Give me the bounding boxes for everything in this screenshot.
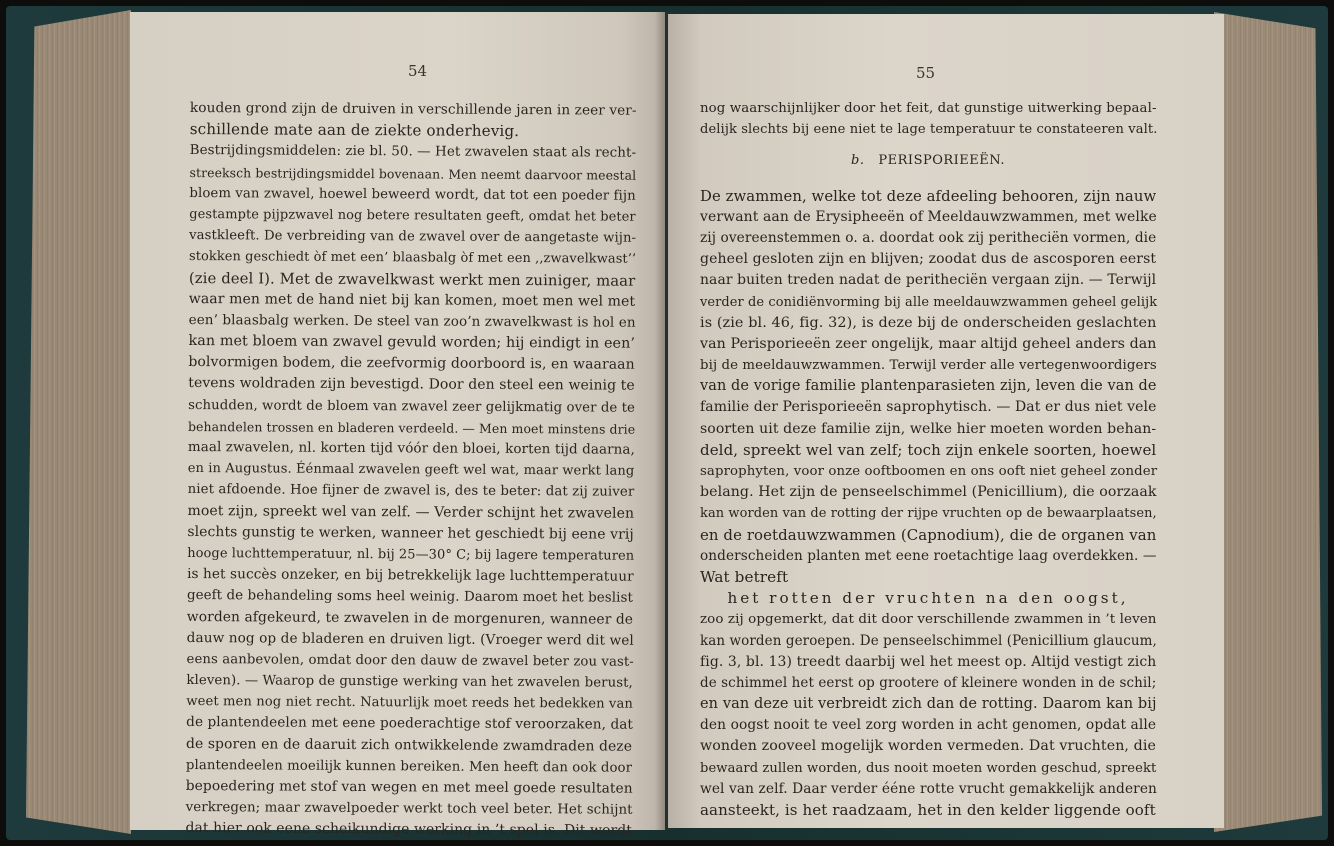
text-line: en de roetdauwzwammen (Capnodium), die de organen van — [700, 525, 1157, 544]
text-line: De zwammen, welke tot deze afdeeling behooren, zijn nauw — [700, 187, 1157, 205]
left-page-text — [185, 98, 636, 842]
section-letter: b. — [851, 153, 865, 169]
page-edges-right — [1214, 12, 1322, 832]
after-paragraph — [700, 609, 1156, 821]
right-page — [668, 14, 1224, 828]
text-line: verkregen; maar zwavelpoeder werkt toch veel beter. Het schijnt — [185, 800, 633, 818]
text-line: kan met bloem van zwavel gevuld worden; hij eindigt in een’ — [188, 333, 636, 352]
text-line: behandelen trossen en bladeren verdeeld. — Men moet minstens drie — [187, 418, 636, 437]
text-line: zoo zij opgemerkt, dat dit door verschillende zwammen in ’t leven — [700, 612, 1157, 628]
text-line: stokken geschiedt òf met een’ blaasbalg òf met een ,,zwavelkwast’’ — [188, 249, 637, 268]
right-page-text — [700, 98, 1156, 821]
text-line: deld, spreekt wel van zelf; toch zijn enkele soorten, hoewel — [700, 440, 1157, 459]
text-line: delijk slechts bij eene niet te lage temperatuur te constateeren valt. — [700, 122, 1158, 138]
text-line: weet men nog niet recht. Natuurlijk moet reeds het bedekken van — [186, 694, 633, 712]
text-line: worden afgekeurd, te zwavelen in de morgenuren, wanneer de — [186, 608, 634, 628]
text-line: familie der Perisporieeën saprophytisch. — Dat er dus niet vele — [700, 399, 1157, 416]
text-line: Bestrijdingsmiddelen: zie bl. 50. — Het zwavelen staat als recht- — [189, 143, 637, 162]
page-number-left: 54 — [408, 62, 428, 80]
text-line: geheel gesloten zijn en blijven; zoodat dus de ascosporen eerst — [700, 251, 1157, 268]
text-line: eens aanbevolen, omdat door den dauw de zwavel beter zou vast- — [186, 651, 634, 670]
section-title: PERISPORIEEËN. — [878, 153, 1005, 169]
text-line: Wat betreft — [700, 567, 789, 586]
text-line: een’ blaasbalg werken. De steel van zoo’n zwavelkwast is hol en — [188, 311, 636, 331]
text-line: onderscheiden planten met eene roetachtige laag overdekken. — — [700, 547, 1157, 564]
text-line: geeft de behandeling soms heel weinig. Daarom moet het beslist — [186, 588, 633, 607]
text-line: van de vorige familie plantenparasieten zijn, leven die van de — [700, 378, 1157, 395]
text-line: kan worden geroepen. De penseelschimmel (Penicillium glaucum, — [700, 632, 1157, 649]
text-line: moet zijn, spreekt wel van zelf. — Verder schijnt het zwavelen — [187, 502, 635, 522]
text-line: aansteekt, is het raadzaam, het in den kelder liggende ooft — [700, 801, 1156, 819]
text-line: en van deze uit verbreidt zich dan de rotting. Daarom kan bij — [700, 696, 1157, 713]
text-line: plantendeelen moeilijk kunnen bereiken. Men heeft dan ook door — [185, 757, 633, 776]
text-line: kan worden van de rotting der rijpe vruchten op de bewaarplaatsen, — [700, 506, 1157, 522]
text-line: vastkleeft. De verbreiding van de zwavel over de aangetaste wijn- — [189, 228, 637, 246]
text-line: slechts gunstig te werken, wanneer het geschiedt bij eene vrij — [187, 523, 634, 543]
text-line: niet afdoende. Hoe fijner de zwavel is, des te beter: dat zij zuiver — [187, 482, 635, 501]
text-line: dat hier ook eene scheikundige werking in ’t spel is. Dit wordt — [185, 820, 633, 840]
intro-paragraph — [700, 98, 1156, 140]
body-paragraph — [700, 186, 1156, 589]
text-line: maal zwavelen, nl. korten tijd vóór den bloei, korten tijd daarna, — [187, 438, 636, 458]
text-line: en in Augustus. Éénmaal zwavelen geeft wel wat, maar werkt lang — [187, 461, 635, 479]
spaced-heading: het rotten der vruchten na den oogst, — [727, 589, 1129, 608]
text-line: de schimmel het eerst op grootere of kleinere wonden in de schil; — [700, 674, 1157, 691]
text-line: verder de conidiënvorming bij alle meeldauwzwammen geheel gelijk — [700, 294, 1158, 310]
text-line: bewaard zullen worden, dus nooit moeten worden geschud, spreekt — [700, 760, 1157, 776]
text-line: fig. 3, bl. 13) treedt daarbij wel het meest op. Altijd vestigt zich — [700, 653, 1157, 670]
page-edges-left — [26, 10, 131, 834]
text-line: wonden zooveel mogelijk worden vermeden. Dat vruchten, die — [700, 738, 1156, 755]
text-line: tevens woldraden zijn bevestigd. Door den steel een weinig te — [188, 375, 635, 395]
text-line: streeksch bestrijdingsmiddel bovenaan. Men neemt daarvoor meestal — [189, 164, 637, 183]
text-line: dauw nog op de bladeren en druiven ligt. (Vroeger werd dit wel — [186, 629, 634, 649]
text-line: schudden, wordt de bloem van zwavel zeer gelijkmatig over de te — [188, 397, 636, 416]
text-line: van Perisporieeën zeer ongelijk, maar altijd geheel anders dan — [700, 335, 1157, 352]
text-line: bij de meeldauwzwammen. Terwijl verder alle vertegenwoordigers — [700, 358, 1157, 374]
text-line: verwant aan de Erysipheeën of Meeldauwzwammen, met welke — [700, 208, 1157, 225]
text-line: is het succès onzeker, en bij betrekkelijk lage luchttemperatuur — [187, 566, 634, 585]
text-line: kouden grond zijn de druiven in verschillende jaren in zeer ver- — [189, 99, 637, 119]
text-line: den oogst nooit te veel zorg worden in acht genomen, opdat alle — [700, 717, 1157, 734]
text-line: bloem van zwavel, hoewel beweerd wordt, dat tot een poeder fijn — [189, 185, 636, 204]
text-line: bepoedering met stof van wegen en met meel goede resultaten — [185, 777, 633, 797]
text-line: schillende mate aan de ziekte onderhevig. — [189, 120, 520, 141]
text-line: is (zie bl. 46, fig. 32), is deze bij de onderscheiden geslachten — [700, 314, 1157, 331]
text-line: saprophyten, voor onze ooftboomen en ons ooft niet geheel zonder — [700, 464, 1158, 479]
text-line: bolvormigen bodem, die zeefvormig doorboord is, en waaraan — [188, 354, 635, 373]
text-line: naar buiten treden nadat de peritheciën vergaan zijn. — Terwijl — [700, 272, 1157, 289]
text-line: gestampte pijpzwavel nog betere resultaten geeft, omdat het beter — [189, 206, 636, 225]
text-line: soorten uit deze familie zijn, welke hier moeten worden behan- — [700, 420, 1157, 437]
text-line: wel van zelf. Daar verder ééne rotte vrucht gemakkelijk anderen — [700, 780, 1157, 797]
text-line: de plantendeelen met eene poederachtige stof veroorzaken, dat — [186, 714, 634, 734]
text-line: (zie deel I). Met de zwavelkwast werkt men zuiniger, maar — [188, 269, 636, 290]
text-line: hooge luchttemperatuur, nl. bij 25—30° C; bij lagere temperaturen — [187, 545, 635, 564]
left-page — [130, 12, 665, 840]
text-line: kleven). — Waarop de gunstige werking van het zwavelen berust, — [186, 673, 633, 691]
text-line: belang. Het zijn de penseelschimmel (Penicillium), die oorzaak — [700, 484, 1157, 501]
text-line: de sporen en de daaruit zich ontwikkelende zwamdraden deze — [186, 735, 633, 755]
page-number-right: 55 — [916, 64, 936, 82]
text-line: nog waarschijnlijker door het feit, dat gunstige uitwerking bepaal- — [700, 101, 1157, 116]
section-heading — [700, 150, 1156, 171]
text-line: zij overeenstemmen o. a. doordat ook zij peritheciën vormen, die — [700, 229, 1157, 246]
text-line: waar men met de hand niet bij kan komen, moet men wel met — [188, 290, 636, 310]
